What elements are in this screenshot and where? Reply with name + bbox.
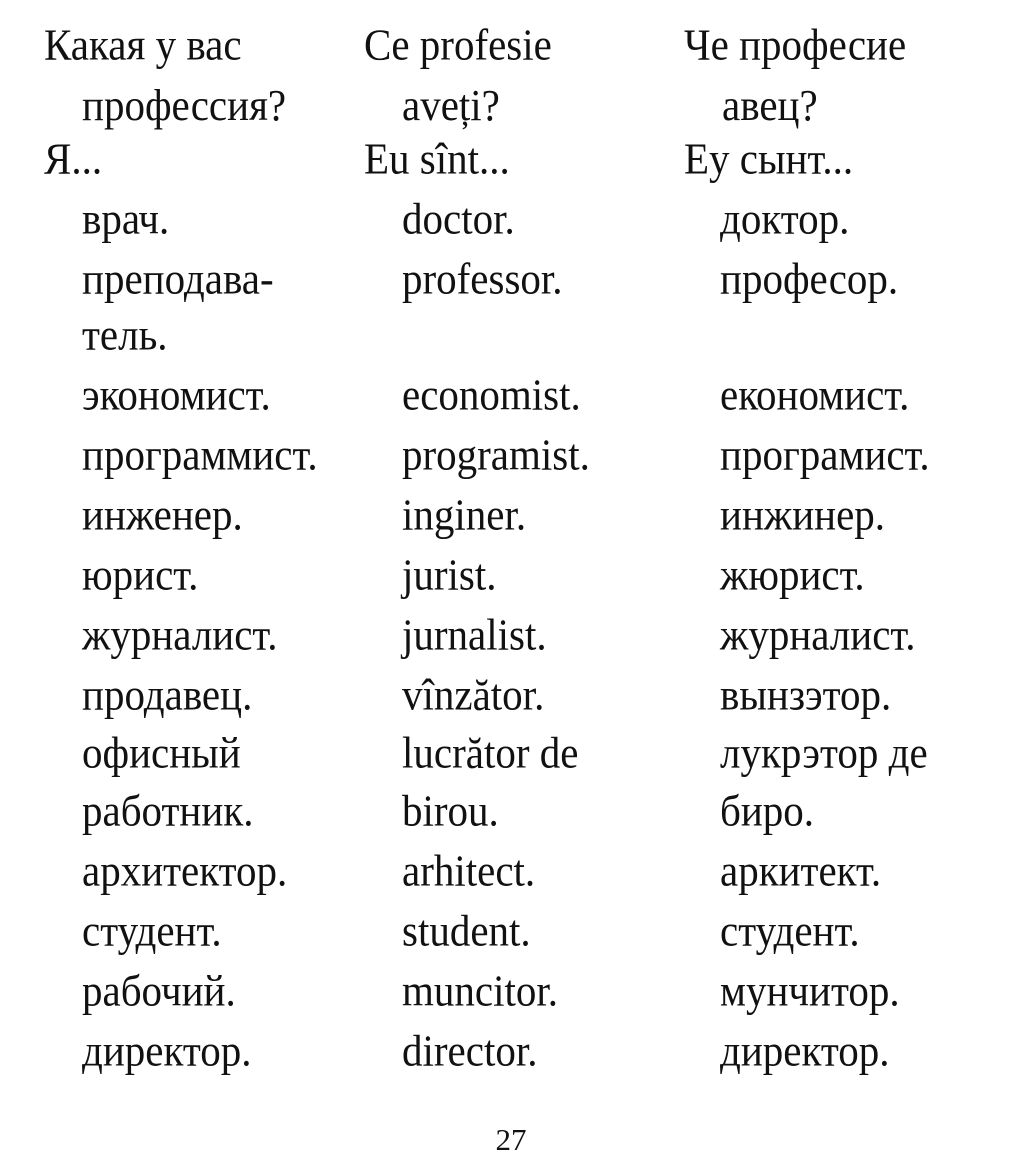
question-ro-line-1: Ce profesie: [364, 19, 552, 70]
profession-ru: врач.: [82, 193, 170, 244]
profession-ru: тель.: [82, 309, 168, 360]
profession-ro: muncitor.: [402, 965, 559, 1016]
question-ru: [44, 14, 286, 135]
profession-ro: doctor.: [402, 193, 515, 244]
profession-ru: рабочий.: [82, 965, 236, 1016]
profession-ru: инженер.: [82, 489, 243, 540]
profession-ro: lucrător de: [402, 727, 579, 778]
question-md-line-1: Че професие: [684, 19, 907, 70]
profession-ro: vînzător.: [402, 669, 545, 720]
profession-md: вынзэтор.: [720, 669, 892, 720]
profession-ru: офисный: [82, 727, 241, 778]
profession-ro: arhitect.: [402, 845, 536, 896]
profession-ro: inginer.: [402, 489, 527, 540]
profession-md: журналист.: [720, 609, 916, 660]
profession-ru: продавец.: [82, 669, 253, 720]
profession-ro: economist.: [402, 369, 581, 420]
profession-md: жюрист.: [720, 549, 865, 600]
profession-ro: student.: [402, 905, 531, 956]
profession-ro: jurist.: [402, 549, 497, 600]
profession-ru: архитектор.: [82, 845, 288, 896]
profession-ro: birou.: [402, 785, 499, 836]
question-ro-line-2: aveți?: [402, 79, 500, 130]
question-md-line-2: авец?: [722, 79, 818, 130]
question-ru-line-1: Какая у вас: [44, 19, 242, 70]
profession-md: аркитект.: [720, 845, 882, 896]
profession-ru: программист.: [82, 429, 318, 480]
profession-md: доктор.: [720, 193, 850, 244]
answer-start-md: Еу сынт...: [684, 133, 854, 184]
profession-md: лукрэтор де: [720, 727, 928, 778]
profession-ro: director.: [402, 1025, 538, 1076]
profession-md: студент.: [720, 905, 860, 956]
page-number: 27: [495, 1122, 527, 1157]
question-md: [684, 14, 906, 135]
profession-md: економист.: [720, 369, 910, 420]
profession-ro: jurnalist.: [402, 609, 547, 660]
profession-md: директор.: [720, 1025, 890, 1076]
profession-ru: работник.: [82, 785, 254, 836]
profession-ru: экономист.: [82, 369, 271, 420]
profession-ru: директор.: [82, 1025, 252, 1076]
profession-ro: professor.: [402, 253, 563, 304]
question-ru-line-2: профессия?: [82, 79, 287, 130]
profession-ro: programist.: [402, 429, 590, 480]
profession-md: професор.: [720, 253, 899, 304]
profession-md: мунчитор.: [720, 965, 900, 1016]
answer-start-ru: Я...: [44, 133, 103, 184]
profession-md: програмист.: [720, 429, 930, 480]
profession-ru: студент.: [82, 905, 222, 956]
answer-start-ro: Eu sînt...: [364, 133, 510, 184]
profession-ru: преподава-: [82, 253, 274, 304]
profession-md: биро.: [720, 785, 815, 836]
question-ro: [364, 14, 552, 135]
profession-ru: журналист.: [82, 609, 278, 660]
profession-md: инжинер.: [720, 489, 886, 540]
profession-ru: юрист.: [82, 549, 199, 600]
